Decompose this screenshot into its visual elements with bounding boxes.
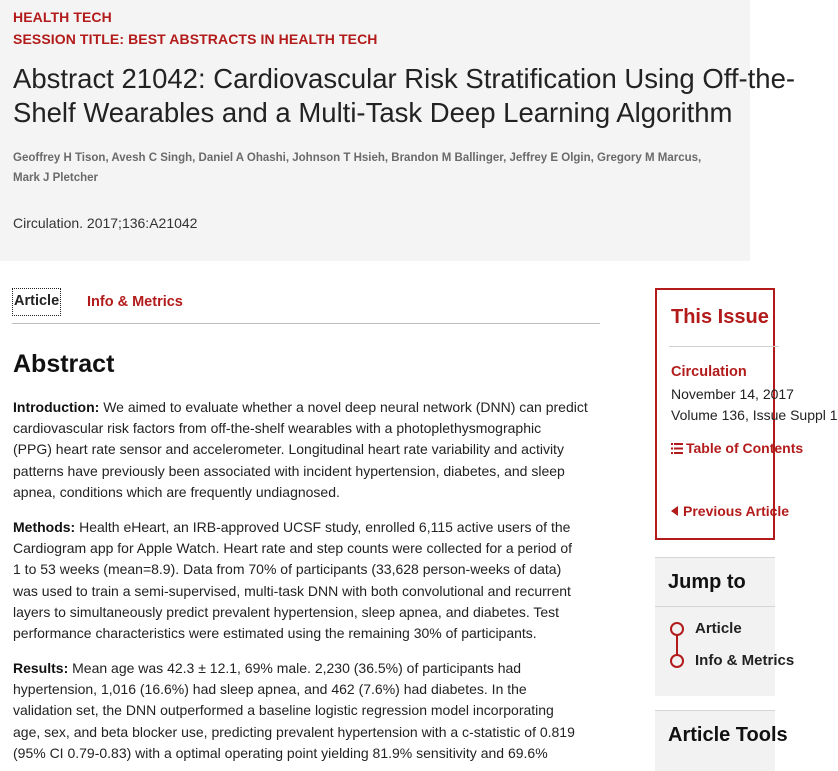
list-icon bbox=[671, 443, 683, 454]
jump-dot-icon bbox=[670, 622, 684, 636]
article-tools-panel bbox=[655, 710, 788, 771]
paragraph-line: validation set, the DNN outperformed a baseline logistic regression model incorporating bbox=[13, 702, 554, 719]
this-issue-title: This Issue bbox=[671, 306, 769, 328]
tab-divider bbox=[12, 323, 600, 324]
title-line-2: Shelf Wearables and a Multi-Task Deep Learning Algorithm bbox=[13, 97, 733, 128]
paragraph-line: performance characteristics were estimated using the remaining 30% of participants. bbox=[13, 625, 537, 642]
citation: Circulation. 2017;136:A21042 bbox=[13, 215, 198, 231]
table-of-contents-link[interactable] bbox=[671, 440, 803, 456]
panel-divider bbox=[669, 346, 779, 347]
jump-item-article[interactable]: Article bbox=[695, 620, 742, 637]
paragraph-line: apnea, conditions which are frequently undiagnosed. bbox=[13, 483, 340, 500]
jump-item-info-metrics[interactable]: Info & Metrics bbox=[695, 652, 795, 669]
author-list bbox=[13, 148, 753, 188]
tab-info-metrics[interactable]: Info & Metrics bbox=[87, 294, 183, 310]
article-header bbox=[0, 0, 796, 261]
paragraph-line bbox=[13, 397, 603, 418]
paragraph-line: (PPG) heart rate sensor and accelerometer. Longitudinal heart rate variability and activity bbox=[13, 441, 564, 458]
abstract-heading: Abstract bbox=[13, 350, 115, 378]
author-line-1[interactable]: Geoffrey H Tison, Avesh C Singh, Daniel A Ohashi, Johnson T Hsieh, Brandon M Ballinger, Jeffrey E Olgin, Gregory M Marcus, bbox=[13, 152, 702, 164]
paragraph-line: was used to train a semi-supervised, multi-task DNN with both convolutional and recurrent bbox=[13, 582, 571, 599]
paragraph-line: layers to simultaneously predict prevalent hypertension, sleep apnea, and diabetes. Test bbox=[13, 603, 560, 620]
paragraph-line bbox=[13, 517, 603, 538]
results-label: Results: bbox=[13, 660, 69, 676]
introduction-label: Introduction: bbox=[13, 399, 100, 415]
jump-dot-icon bbox=[670, 654, 684, 668]
article-tools-title: Article Tools bbox=[668, 724, 788, 746]
toc-label: Table of Contents bbox=[686, 440, 804, 456]
page-title bbox=[13, 62, 796, 130]
paragraph-line bbox=[13, 658, 603, 679]
issue-date: November 14, 2017 bbox=[671, 386, 794, 402]
jump-to-title: Jump to bbox=[668, 571, 746, 593]
session-title[interactable]: SESSION TITLE: BEST ABSTRACTS IN HEALTH TECH bbox=[13, 31, 378, 47]
paragraph-line: Cardiogram app for Apple Watch. Heart rate and step counts were collected for a period of bbox=[13, 540, 573, 557]
previous-label: Previous Article bbox=[683, 503, 790, 519]
caret-left-icon bbox=[671, 506, 678, 516]
previous-article-link[interactable] bbox=[671, 503, 789, 519]
paragraph-line: hypertension, 1,016 (16.6%) had sleep apnea, and 462 (7.6%) had diabetes. In the bbox=[13, 681, 527, 698]
line-text: We aimed to evaluate whether a novel deep neural network (DNN) can predict bbox=[99, 399, 588, 415]
paragraph-line: age, sex, and beta blocker use, predicting prevalent hypertension with a c-statistic of 0.819 bbox=[13, 723, 575, 740]
this-issue-panel bbox=[655, 288, 838, 540]
methods-label: Methods: bbox=[13, 519, 76, 535]
section-label[interactable]: HEALTH TECH bbox=[13, 9, 112, 25]
line-text: Health eHeart, an IRB-approved UCSF study, enrolled 6,115 active users of the bbox=[75, 519, 571, 535]
line-text: Mean age was 42.3 ± 12.1, 69% male. 2,230 (36.5%) of participants had bbox=[68, 660, 522, 676]
results-paragraph bbox=[13, 658, 603, 764]
paragraph-line: 1 to 53 weeks (mean=8.9). Data from 70% of participants (33,628 person-weeks of data) bbox=[13, 561, 562, 578]
jump-to-panel bbox=[655, 557, 795, 696]
article-tabs bbox=[12, 285, 600, 325]
issue-volume: Volume 136, Issue Suppl 1 bbox=[671, 407, 838, 423]
author-line-2[interactable]: Mark J Pletcher bbox=[13, 172, 99, 184]
paragraph-line: patterns have previously been associated with incident hypertension, diabetes, and sleep bbox=[13, 462, 565, 479]
panel-divider bbox=[655, 606, 775, 607]
paragraph-line: (95% CI 0.79-0.83) with a optimal operating point yielding 81.9% sensitivity and 69.6% bbox=[13, 744, 548, 761]
introduction-paragraph bbox=[13, 397, 603, 503]
issue-journal-link[interactable]: Circulation bbox=[671, 364, 747, 380]
paragraph-line: cardiovascular risk factors from off-the-shelf wearables with a photoplethysmographic bbox=[13, 420, 542, 437]
tab-article[interactable]: Article bbox=[12, 288, 61, 316]
methods-paragraph bbox=[13, 517, 603, 644]
title-line-1: Abstract 21042: Cardiovascular Risk Stratification Using Off-the- bbox=[13, 63, 796, 94]
